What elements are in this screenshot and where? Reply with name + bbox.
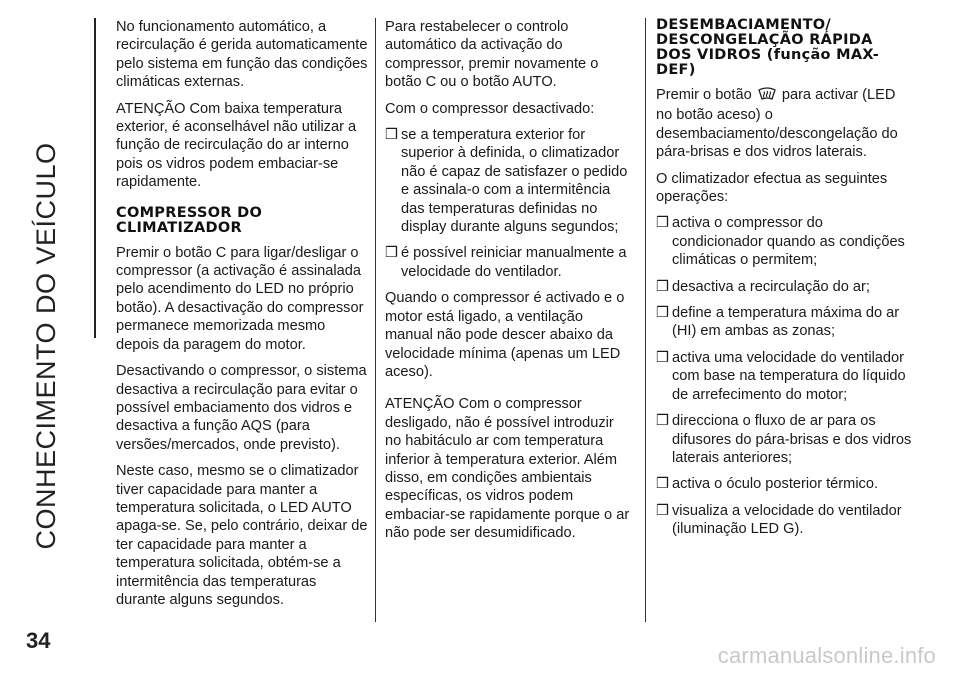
list-item-text: direcciona o fluxo de ar para os difusores do pára-brisas e dos vidros laterais anteriores; [672, 413, 912, 466]
checkbox-bullet-icon: ❒ [656, 476, 670, 493]
page-number: 34 [26, 628, 51, 653]
list-item [656, 349, 912, 404]
column-divider-2 [645, 18, 646, 622]
paragraph-text: para activar (LED no botão aceso) o desembaciamento/descongelação do pára-brisas e dos vidros laterais. [656, 87, 898, 161]
checkbox-bullet-icon: ❒ [385, 245, 399, 262]
list-item-text: define a temperatura máxima do ar (HI) em ambas as zonas; [672, 305, 900, 340]
paragraph: Com o compressor desactivado: [385, 100, 595, 117]
list-item-text: desactiva a recirculação do ar; [672, 278, 870, 295]
checkbox-bullet-icon: ❒ [656, 413, 670, 430]
checkbox-bullet-icon: ❒ [656, 305, 670, 322]
list-item [656, 475, 912, 493]
paragraph: Quando o compressor é activado e o motor está ligado, a ventilação manual não pode descer abaixo da velocidade mínima (apenas um LED aceso). [385, 290, 625, 380]
section-heading-max-def: DESEMBACIAMENTO/ DESCONGELAÇÃO RÁPIDA DOS VIDROS (função MAX-DEF) [656, 17, 880, 78]
sidebar-rule [94, 18, 96, 338]
column-2 [385, 18, 633, 551]
list-item [656, 502, 912, 539]
section-heading-compressor: COMPRESSOR DO CLIMATIZADOR [116, 204, 263, 236]
list-item-text: activa o óculo posterior térmico. [672, 476, 879, 493]
list-item-text: é possível reiniciar manualmente a velocidade do ventilador. [401, 245, 627, 280]
paragraph: Premir o botão C para ligar/desligar o compressor (a activação é assinalada pelo acendimento do LED no próprio botão). A desactivação do compressor permanece memorizada mesmo depois da paragem do motor. [116, 244, 364, 353]
checkbox-bullet-icon: ❒ [656, 349, 670, 366]
paragraph: Neste caso, mesmo se o climatizador tiver capacidade para manter a temperatura solicitada, o LED AUTO apaga-se. Se, pelo contrário, deixar de ter capacidade para manter a temperatura solicitada, obtém-se a intermitência das temperaturas durante alguns segundos. [116, 463, 368, 608]
list-item [656, 278, 912, 296]
paragraph-text: Premir o botão [656, 87, 752, 103]
section-title-vertical: CONHECIMENTO DO VEÍCULO [31, 142, 61, 550]
list-item [385, 244, 633, 281]
list-item-text: visualiza a velocidade do ventilador (iluminação LED G). [672, 502, 902, 538]
list-item [656, 304, 912, 341]
checkbox-bullet-icon: ❒ [656, 215, 670, 232]
checkbox-bullet-icon: ❒ [385, 127, 399, 144]
list-item [385, 126, 633, 236]
attention-paragraph: ATENÇÃO Com baixa temperatura exterior, é aconselhável não utilizar a função de recirculação do ar interno pois os vidros podem embaciar-se rapidamente. [116, 100, 357, 191]
list-item-text: se a temperatura exterior for superior à definida, o climatizador não é capaz de satisfazer o pedido e assinala-o com a intermitência das temperaturas definidas no display durante alguns segundos; [401, 127, 628, 236]
list-item-text: activa uma velocidade do ventilador com base na temperatura do líquido de arrefecimento do motor; [672, 349, 906, 403]
list-item-text: activa o compressor do condicionador quando as condições climáticas o permitem; [672, 215, 905, 269]
paragraph: Para restabelecer o controlo automático da activação do compressor, premir novamente o botão C ou o botão AUTO. [385, 19, 599, 91]
windshield-defrost-icon [758, 87, 776, 106]
list-item [656, 412, 912, 467]
column-3 [656, 18, 912, 547]
watermark: carmanualsonline.info [717, 643, 936, 668]
paragraph-max-def [656, 86, 912, 162]
attention-paragraph: ATENÇÃO Com o compressor desligado, não é possível introduzir no habitáculo ar com temperatura inferior à temperatura exterior. Além disso, em condições ambientais específicas, os vidros podem embaciar-se rapidamente porque o ar não pode ser desumidificado. [385, 396, 630, 542]
checkbox-bullet-icon: ❒ [656, 278, 670, 295]
paragraph: Desactivando o compressor, o sistema desactiva a recirculação para evitar o possível embaciamento dos vidros e desactiva a função AQS (para versões/mercados, onde previsto). [116, 363, 367, 453]
checkbox-bullet-icon: ❒ [656, 502, 670, 519]
column-1 [116, 18, 368, 617]
column-divider-1 [375, 18, 376, 622]
list-item [656, 214, 912, 269]
paragraph: No funcionamento automático, a recirculação é gerida automaticamente pelo sistema em função das condições climáticas externas. [116, 19, 368, 91]
paragraph: O climatizador efectua as seguintes operações: [656, 170, 888, 206]
